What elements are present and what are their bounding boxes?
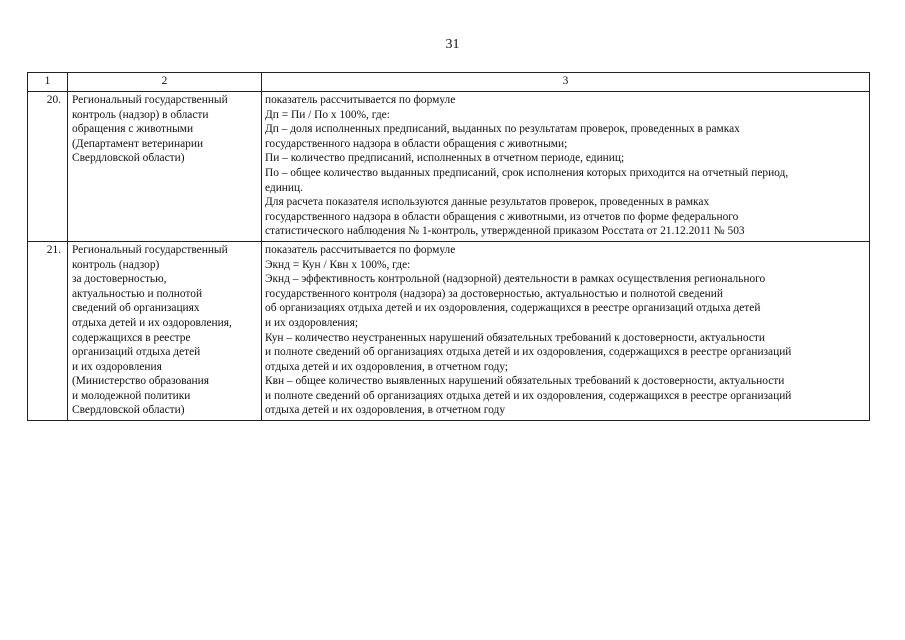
control-name-line: (Министерство образования [72, 375, 209, 388]
row-number: 21. [28, 241, 68, 420]
description-line: отдыха детей и их оздоровления, в отчетном году; [265, 360, 509, 373]
description-line: и полноте сведений об организациях отдыха детей и их оздоровления, содержащихся в реестре организаций [265, 389, 792, 402]
control-name-line: за достоверностью, [72, 273, 167, 286]
control-name-line: Региональный государственный [72, 94, 228, 106]
control-name-cell [68, 92, 262, 242]
table-row [28, 92, 870, 242]
description-line: государственного надзора в области обращения с животными; [265, 137, 568, 150]
indicator-table [27, 72, 870, 421]
control-name-line: контроль (надзор) в области [72, 108, 209, 121]
description-line: Экнд – эффективность контрольной (надзорной) деятельности в рамках осуществления регионального [265, 273, 766, 286]
control-name-line: (Департамент ветеринарии [72, 137, 204, 150]
description-line: Дп = Пи / По х 100%, где: [265, 108, 390, 121]
control-name-line: организаций отдыха детей [72, 346, 201, 359]
description-line: Экнд = Кун / Квн х 100%, где: [265, 258, 411, 271]
description-line: государственного надзора в области обращения с животными, из отчетов по форме федерального [265, 210, 739, 223]
description-line: и полноте сведений об организациях отдыха детей и их оздоровления, содержащихся в реестре организаций [265, 346, 792, 359]
table-header-row [28, 73, 870, 92]
description-line: отдыха детей и их оздоровления, в отчетном году [265, 404, 506, 417]
control-name-line: Региональный государственный [72, 243, 228, 256]
control-name-line: и их оздоровления [72, 360, 162, 373]
description-line: Пи – количество предписаний, исполненных в отчетном периоде, единиц; [265, 152, 625, 165]
control-name-line: сведений об организациях [72, 302, 200, 315]
description-line: По – общее количество выданных предписаний, срок исполнения которых приходится на отчетный период, [265, 166, 789, 179]
table-row [28, 241, 870, 420]
description-line: единиц. [265, 181, 303, 194]
description-line: показатель рассчитывается по формуле [265, 94, 456, 106]
description-line: об организациях отдыха детей и их оздоровления, содержащихся в реестре организаций отдыха детей [265, 302, 761, 315]
control-name-line: обращения с животными [72, 123, 194, 136]
control-name-line: Свердловской области) [72, 404, 185, 417]
control-name-line: и молодежной политики [72, 389, 191, 402]
control-name-line: содержащихся в реестре [72, 331, 191, 344]
row-number: 20. [28, 92, 68, 242]
indicator-description-cell [262, 92, 870, 242]
column-header-1: 1 [28, 73, 68, 92]
control-name-line: отдыха детей и их оздоровления, [72, 316, 232, 329]
description-line: Кун – количество неустраненных нарушений обязательных требований к достоверности, актуальности [265, 331, 765, 344]
page-number: 31 [445, 37, 460, 52]
control-name-line: актуальностью и полнотой [72, 287, 203, 300]
control-name-cell [68, 241, 262, 420]
column-header-2: 2 [68, 73, 262, 92]
control-name-line: Свердловской области) [72, 152, 185, 165]
description-line: государственного контроля (надзора) за достоверностью, актуальностью и полнотой сведений [265, 287, 723, 300]
description-line: статистического наблюдения № 1-контроль, утвержденной приказом Росстата от 21.12.2011 № 503 [265, 225, 745, 238]
indicator-description-cell [262, 241, 870, 420]
description-line: и их оздоровления; [265, 316, 359, 329]
description-line: Для расчета показателя используются данные результатов проверок, проведенных в рамках [265, 196, 710, 209]
description-line: Квн – общее количество выявленных нарушений обязательных требований к достоверности, актуальности [265, 375, 785, 388]
description-line: показатель рассчитывается по формуле [265, 243, 456, 256]
description-line: Дп – доля исполненных предписаний, выданных по результатам проверок, проведенных в рамках [265, 123, 740, 136]
control-name-line: контроль (надзор) [72, 258, 160, 271]
column-header-3: 3 [262, 73, 870, 92]
